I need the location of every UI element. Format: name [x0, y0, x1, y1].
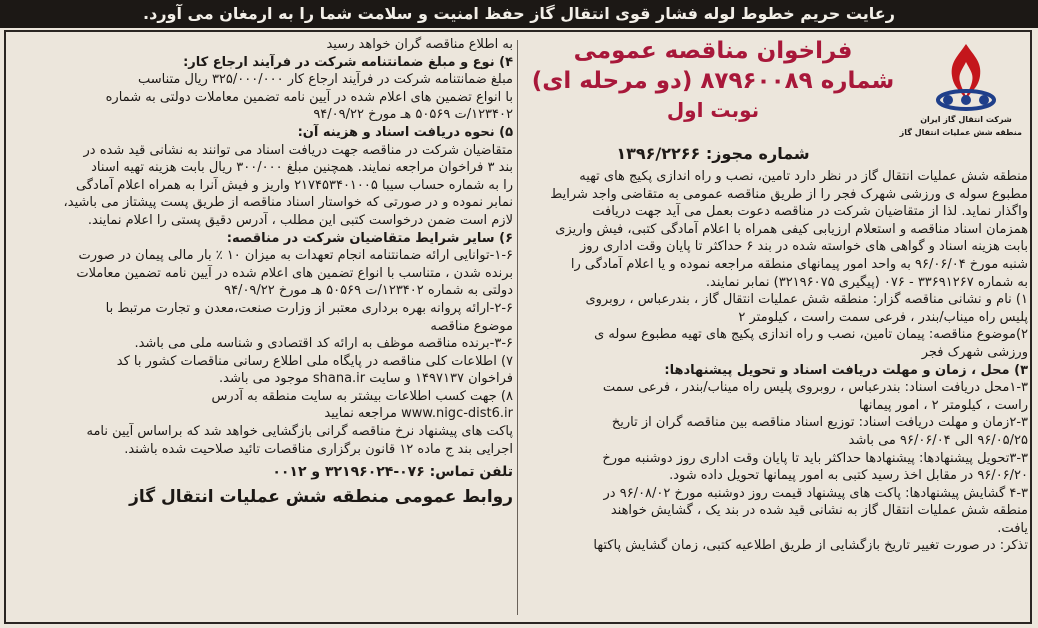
- text-line: ۱-۳محل دریافت اسناد: بندرعباس ، روبروی پلیس راه میناب/بندر ، فرعی سمت: [602, 380, 1028, 396]
- footer-signature: روابط عمومی منطقه شش عملیات انتقال گاز: [129, 487, 513, 508]
- logo-line-2: منطقه شش عملیات انتقال گاز: [899, 128, 1022, 137]
- top-banner: رعایت حریم خطوط لوله فشار قوی انتقال گاز حفظ امنیت و سلامت شما را به ارمغان می آورد.: [0, 0, 1038, 28]
- text-line: واگذار نماید. لذا از متقاضیان شرکت در مناقصه دعوت بعمل می آید جهت دریافت: [592, 204, 1028, 220]
- text-line: تذکر: در صورت تغییر تاریخ بازگشایی از طریق اطلاعیه کتبی، زمان گشایش پاکتها: [593, 538, 1028, 554]
- text-line: منطقه شش عملیات انتقال گاز به نشانی قید شده در بند یک ، گشایش خواهند: [610, 503, 1028, 519]
- header: [528, 36, 898, 124]
- text-line: ۳-۶-برنده مناقصه موظف به ارائه کد اقتصادی و شناسه ملی می باشد.: [134, 336, 513, 352]
- text-line: ۳-۳تحویل پیشنهادها: پیشنهادها حداکثر باید تا پایان وقت اداری روز دوشنبه مورخ: [602, 450, 1028, 466]
- text-line: پاکت های پیشنهاد نرخ مناقصه گرانی بازگشایی خواهد شد که براساس آیین نامه: [86, 424, 513, 440]
- text-line: شنبه مورخ ۹۶/۰۶/۰۴ به واحد امور پیمانهای منطقه مراجعه نموده و یا اعلام آمادگی را: [570, 256, 1028, 272]
- text-line: پلیس راه میناب/بندر ، فرعی سمت راست ، کیلومتر ۲: [738, 309, 1028, 325]
- text-line: ورزشی شهرک فجر: [921, 344, 1028, 360]
- text-line: فراخوان ۱۴۹۷۱۳۷ و سایت shana.ir موجود می باشد.: [219, 371, 513, 387]
- text-line: ۲-۳زمان و مهلت دریافت اسناد: توزیع اسناد مناقصه بین مناقصه گران از تاریخ: [611, 415, 1028, 431]
- text-line: مطبوع سوله ی ورزشی شهرک فجر را از طریق مناقصه عمومی به متقاضی واجد شرایط: [550, 186, 1028, 202]
- page-title: فراخوان مناقصه عمومی: [573, 38, 853, 64]
- text-line: ۹۶/۰۶/۲۰ در مقابل اخذ رسید کتبی به امور پیمانها تحویل داده شود.: [669, 468, 1028, 484]
- text-line: دولتی به شماره ۱۲۳۴۰۲/ت ۵۰۵۶۹ هـ مورخ ۹۴/۰۹/۲۲: [224, 283, 513, 299]
- text-line: ۴-۳ گشایش پیشنهادها: پاکت های پیشنهاد قیمت روز دوشنبه مورخ ۹۶/۰۸/۰۲ در: [603, 485, 1028, 501]
- text-line: همزمان اسناد مناقصه و استعلام ارزیابی کیفی همراه با اعلام آمادگی کتبی، فیش واریزی: [555, 221, 1028, 237]
- website-link[interactable]: www.nigc-dist6.ir مراجعه نمایید: [324, 406, 513, 422]
- text-line: ۷) اطلاعات کلی مناقصه در پایگاه ملی اطلاع رسانی مناقصات کشور با کد: [116, 353, 513, 369]
- contact-phone: تلفن تماس: ۰۷۶-۳۲۱۹۶۰۲۴ و ۰۰۱۲: [272, 464, 513, 481]
- text-line: موضوع مناقصه: [430, 318, 513, 334]
- left-column: [8, 36, 513, 616]
- company-logo: [899, 40, 1022, 148]
- text-line: لازم است ضمن درخواست کتبی این مطلب ، آدرس دقیق پستی را اعلام نمایند.: [87, 212, 513, 228]
- text-line: بند ۳ فراخوان مراجعه نمایند. همچنین مبلغ ۳۰۰/۰۰۰ ریال بابت هزینه تهیه اسناد: [91, 160, 513, 176]
- text-line: متقاضیان شرکت در مناقصه جهت دریافت اسناد می توانند به نشانی قید شده در: [83, 142, 513, 158]
- left-body: [8, 36, 513, 510]
- text-line: مبلغ ضمانتنامه شرکت در فرآیند ارجاع کار ۳۲۵/۰۰۰/۰۰۰ ریال متناسب: [137, 72, 513, 88]
- text-line: ۴) نوع و مبلغ ضمانتنامه شرکت در فرآیند ارجاع کار:: [183, 54, 513, 70]
- text-line: اجرایی بند ج ماده ۱۲ قانون برگزاری مناقصات تائید صلاحیت شده باشند.: [124, 441, 513, 457]
- text-line: ۲)موضوع مناقصه: پیمان تامین، نصب و راه اندازی پکیج های تهیه مطبوع سوله ی: [594, 327, 1028, 343]
- text-line: راست ، کیلومتر ۲ ، امور پیمانها: [858, 397, 1028, 413]
- nigc-flame-logo-icon: [934, 40, 998, 112]
- text-line: نمابر نموده و در صورتی که خواستار اسناد مناقصه از طریق پست پیشتاز می باشید،: [63, 195, 513, 211]
- text-line: ۸) جهت کسب اطلاعات بیشتر به سایت منطقه به آدرس: [211, 388, 513, 404]
- right-body: [516, 168, 1028, 555]
- tender-number: شماره ۸۷۹۶۰۰۸۹ (دو مرحله ای): [531, 68, 895, 94]
- text-line: بابت هزینه اسناد و گواهی های خواسته شده در بند ۶ حداکثر تا پایان وقت اداری روز: [580, 239, 1028, 255]
- logo-line-1: شرکت انتقال گاز ایران: [920, 115, 1012, 124]
- text-line: ۵) نحوه دریافت اسناد و هزینه آن:: [297, 124, 513, 140]
- text-line: ۱۲۳۴۰۲/ت ۵۰۵۶۹ هـ مورخ ۹۴/۰۹/۲۲: [313, 107, 513, 123]
- text-line: ۶) سایر شرایط متقاضیان شرکت در مناقصه:: [226, 230, 513, 246]
- text-line: یافت.: [997, 520, 1028, 536]
- text-line: ۱-۶-توانایی ارائه ضمانتنامه انجام تعهدات به میزان ۱۰ ٪ بار مالی پیمان در صورت: [78, 248, 513, 264]
- text-line: ۳) محل ، زمان و مهلت دریافت اسناد و تحویل پیشنهادها:: [664, 362, 1028, 378]
- text-line: برنده شدن ، متناسب با انواع تضمین های اعلام شده در آیین نامه تضمین معاملات: [76, 265, 513, 281]
- right-column: [516, 36, 1028, 616]
- text-line: منطقه شش عملیات انتقال گاز در نظر دارد تامین، نصب و راه اندازی پکیج های تهیه: [579, 169, 1028, 184]
- permit-number: شماره مجوز: ۱۳۹۶/۲۲۶۶: [616, 144, 810, 163]
- text-line: به اطلاع مناقصه گران خواهد رسید: [326, 37, 513, 52]
- text-line: به شماره ۳۳۶۹۱۲۶۷ - ۰۷۶ (پیگیری ۳۲۱۹۶۰۷۵) نمابر نمایند.: [705, 274, 1028, 290]
- text-line: ۲-۶-ارائه پروانه بهره برداری معتبر از وزارت صنعت،معدن و تجارت مرتبط با: [105, 300, 513, 316]
- publication-turn: نوبت اول: [666, 98, 760, 122]
- text-line: با انواع تضمین های اعلام شده در آیین نامه تضمین معاملات دولتی به شماره: [105, 89, 513, 105]
- text-line: ۱) نام و نشانی مناقصه گزار: منطقه شش عملیات انتقال گاز ، بندرعباس ، روبروی: [585, 292, 1028, 308]
- text-line: را به شماره حساب سیبا ۲۱۷۴۵۳۴۰۱۰۰۵ واریز و فیش آنرا به همراه اعلام آمادگی: [75, 177, 513, 193]
- text-line: ۹۶/۰۵/۲۵ الی ۹۶/۰۶/۰۴ می باشد: [848, 432, 1028, 448]
